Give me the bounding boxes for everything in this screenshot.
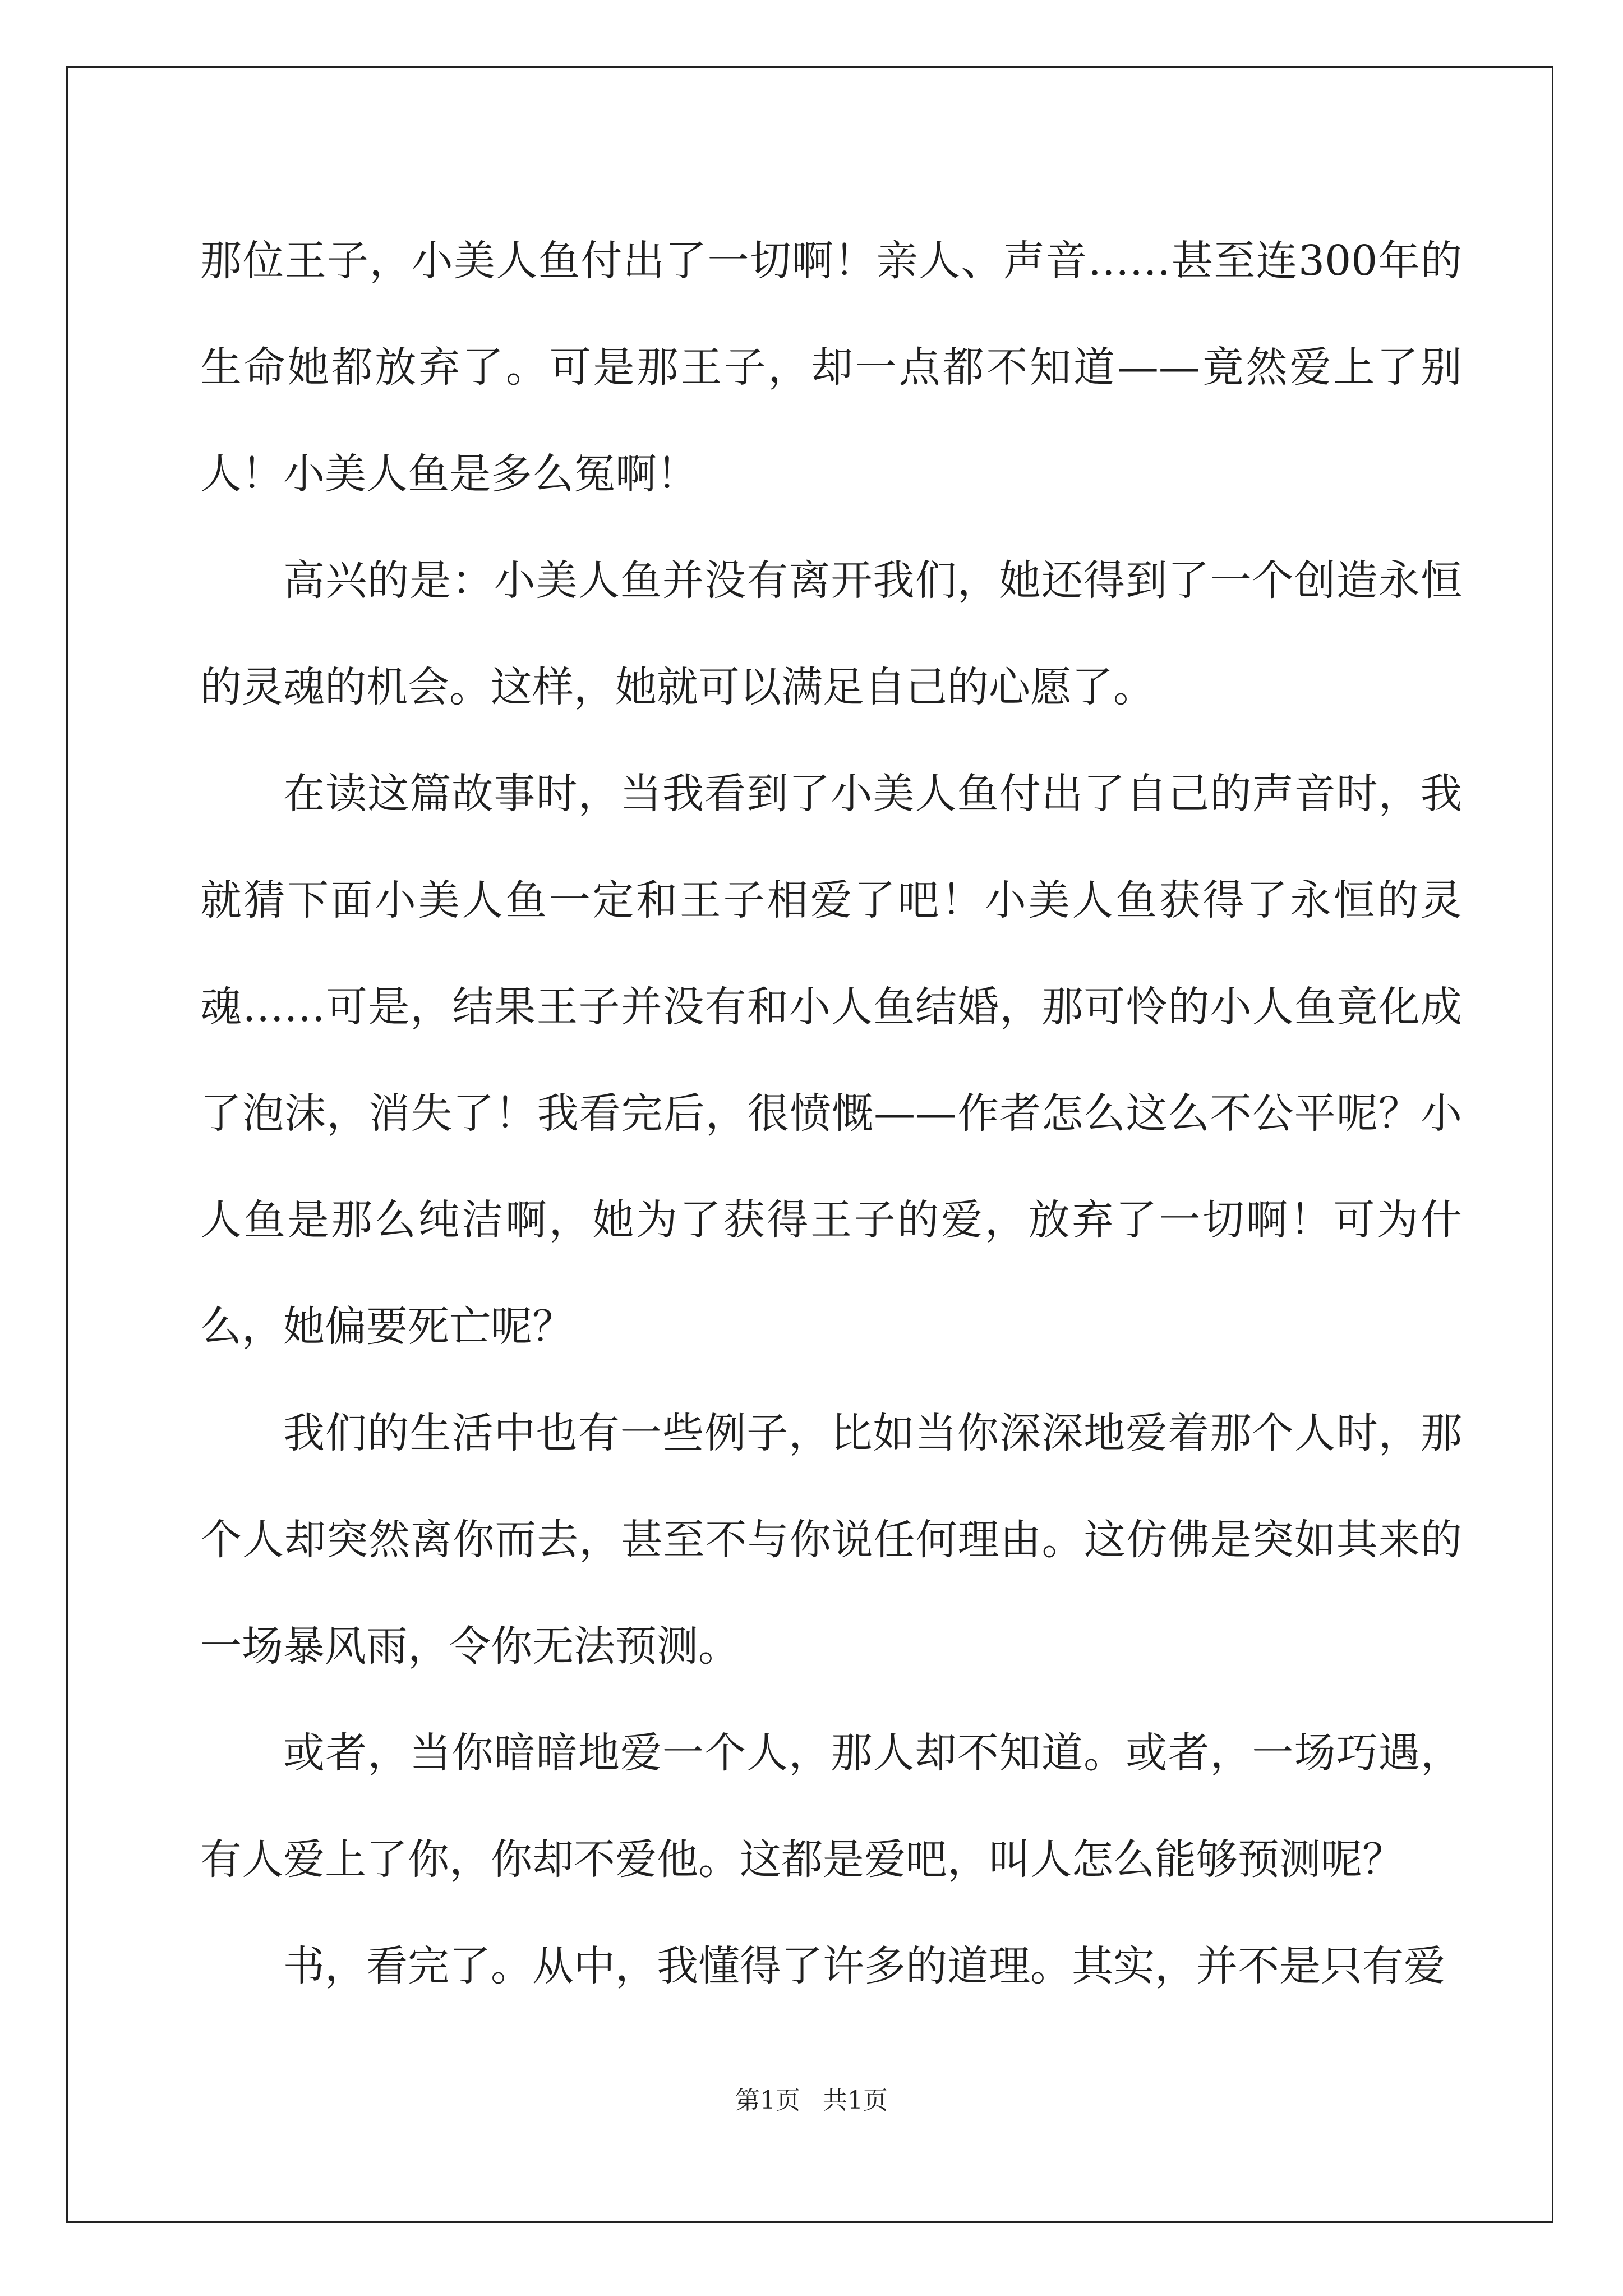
paragraph-3: 在读这篇故事时，当我看到了小美人鱼付出了自己的声音时，我就猜下面小美人鱼一定和王子相爱了吧！小美人鱼获得了永恒的灵魂……可是，结果王子并没有和小人鱼结婚，那可怜的小人鱼竟化成了泡沫，消失了！我看完后，很愤慨——作者怎么这么不公平呢？小人鱼是那么纯洁啊，她为了获得王子的爱，放弃了一切啊！可为什么，她偏要死亡呢？: [200, 770, 1462, 1351]
page-total: 共1页: [823, 2086, 888, 2115]
paragraph-1: 那位王子，小美人鱼付出了一切啊！亲人、声音……甚至连300年的生命她都放弃了。可是那王子，却一点都不知道——竟然爱上了别人！小美人鱼是多么冤啊！: [200, 237, 1462, 498]
paragraph-6: 书，看完了。从中，我懂得了许多的道理。其实，并不是只有爱: [283, 1942, 1445, 1990]
page-footer: [0, 2084, 1623, 2118]
page-number: 第1页: [735, 2086, 800, 2115]
document-body: [200, 208, 1462, 2019]
paragraph-4: 我们的生活中也有一些例子，比如当你深深地爱着那个人时，那个人却突然离你而去，甚至不与你说任何理由。这仿佛是突如其来的一场暴风雨，令你无法预测。: [200, 1409, 1462, 1671]
paragraph-5: 或者，当你暗暗地爱一个人，那人却不知道。或者，一场巧遇，有人爱上了你，你却不爱他。这都是爱吧，叫人怎么能够预测呢？: [200, 1729, 1462, 1884]
paragraph-2: 高兴的是：小美人鱼并没有离开我们，她还得到了一个创造永恒的灵魂的机会。这样，她就可以满足自己的心愿了。: [200, 556, 1462, 711]
